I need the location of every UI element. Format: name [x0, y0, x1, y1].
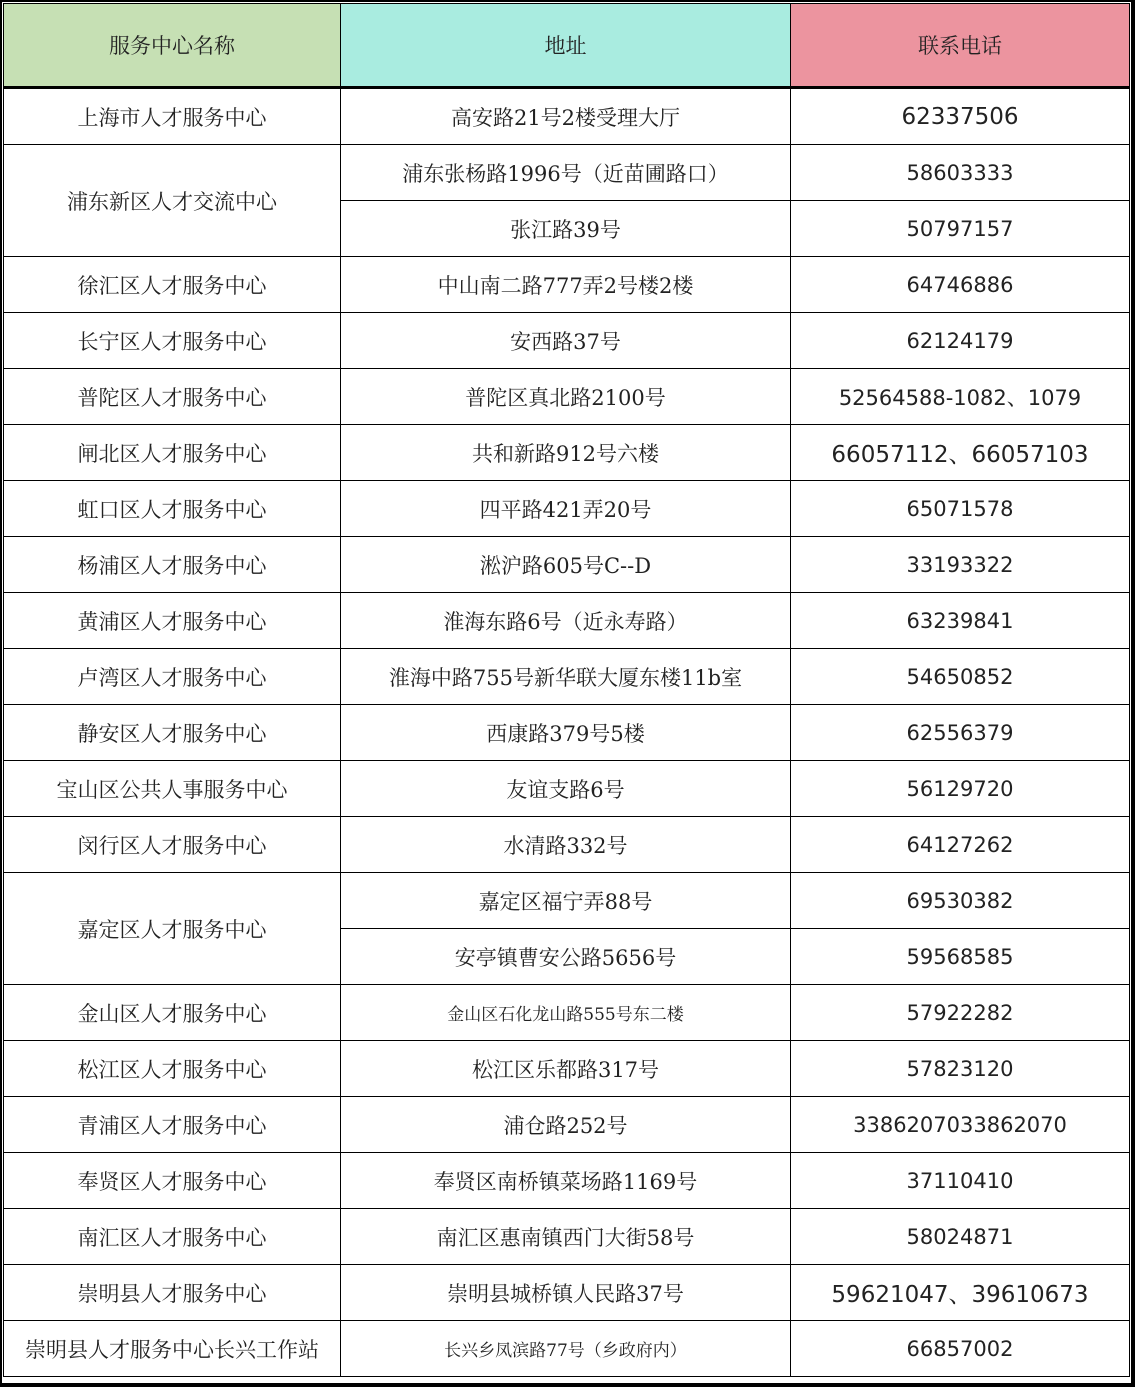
center-name: 徐汇区人才服务中心 — [4, 257, 341, 313]
center-phone: 56129720 — [791, 761, 1130, 817]
center-name: 闵行区人才服务中心 — [4, 817, 341, 873]
center-address: 奉贤区南桥镇菜场路1169号 — [341, 1153, 791, 1209]
center-name: 嘉定区人才服务中心 — [4, 873, 341, 985]
center-name: 黄浦区人才服务中心 — [4, 593, 341, 649]
table-row — [4, 593, 1130, 649]
center-phone: 62124179 — [791, 313, 1130, 369]
center-address: 友谊支路6号 — [341, 761, 791, 817]
center-name: 浦东新区人才交流中心 — [4, 145, 341, 257]
header-phone: 联系电话 — [791, 4, 1130, 88]
center-address: 南汇区惠南镇西门大街58号 — [341, 1209, 791, 1265]
center-address: 共和新路912号六楼 — [341, 425, 791, 481]
table-row — [4, 145, 1130, 201]
table-row — [4, 649, 1130, 705]
center-name: 虹口区人才服务中心 — [4, 481, 341, 537]
center-name: 青浦区人才服务中心 — [4, 1097, 341, 1153]
center-address: 金山区石化龙山路555号东二楼 — [341, 985, 791, 1041]
center-phone: 62337506 — [791, 88, 1130, 145]
center-phone: 62556379 — [791, 705, 1130, 761]
center-name: 静安区人才服务中心 — [4, 705, 341, 761]
center-phone: 58024871 — [791, 1209, 1130, 1265]
center-phone: 54650852 — [791, 649, 1130, 705]
center-address: 浦东张杨路1996号（近苗圃路口） — [341, 145, 791, 201]
center-address: 西康路379号5楼 — [341, 705, 791, 761]
center-address: 淞沪路605号C--D — [341, 537, 791, 593]
table-row — [4, 817, 1130, 873]
center-address: 嘉定区福宁弄88号 — [341, 873, 791, 929]
table-row — [4, 425, 1130, 481]
center-name: 宝山区公共人事服务中心 — [4, 761, 341, 817]
center-address: 中山南二路777弄2号楼2楼 — [341, 257, 791, 313]
table-row — [4, 537, 1130, 593]
center-name: 普陀区人才服务中心 — [4, 369, 341, 425]
center-address: 普陀区真北路2100号 — [341, 369, 791, 425]
center-phone: 50797157 — [791, 201, 1130, 257]
center-name: 杨浦区人才服务中心 — [4, 537, 341, 593]
table-row — [4, 257, 1130, 313]
center-phone: 3386207033862070 — [791, 1097, 1130, 1153]
center-address: 浦仓路252号 — [341, 1097, 791, 1153]
center-name: 卢湾区人才服务中心 — [4, 649, 341, 705]
center-phone: 57823120 — [791, 1041, 1130, 1097]
center-name: 崇明县人才服务中心长兴工作站 — [4, 1321, 341, 1377]
center-phone: 63239841 — [791, 593, 1130, 649]
center-address: 淮海东路6号（近永寿路） — [341, 593, 791, 649]
center-name: 奉贤区人才服务中心 — [4, 1153, 341, 1209]
table-row — [4, 481, 1130, 537]
center-address: 松江区乐都路317号 — [341, 1041, 791, 1097]
center-phone: 33193322 — [791, 537, 1130, 593]
center-address: 水清路332号 — [341, 817, 791, 873]
center-phone: 69530382 — [791, 873, 1130, 929]
table-row — [4, 1209, 1130, 1265]
center-phone: 59568585 — [791, 929, 1130, 985]
table-row — [4, 369, 1130, 425]
center-phone: 59621047、39610673 — [791, 1265, 1130, 1321]
center-address: 崇明县城桥镇人民路37号 — [341, 1265, 791, 1321]
table-row — [4, 985, 1130, 1041]
table-row — [4, 1153, 1130, 1209]
center-phone: 37110410 — [791, 1153, 1130, 1209]
table-row — [4, 1041, 1130, 1097]
center-address: 四平路421弄20号 — [341, 481, 791, 537]
table-row — [4, 313, 1130, 369]
center-name: 闸北区人才服务中心 — [4, 425, 341, 481]
table-row — [4, 1265, 1130, 1321]
center-phone: 65071578 — [791, 481, 1130, 537]
table-row — [4, 1321, 1130, 1377]
center-phone: 52564588-1082、1079 — [791, 369, 1130, 425]
center-name: 金山区人才服务中心 — [4, 985, 341, 1041]
header-name: 服务中心名称 — [4, 4, 341, 88]
table-row — [4, 761, 1130, 817]
center-name: 松江区人才服务中心 — [4, 1041, 341, 1097]
center-phone: 66057112、66057103 — [791, 425, 1130, 481]
center-name: 崇明县人才服务中心 — [4, 1265, 341, 1321]
table-row — [4, 1097, 1130, 1153]
center-phone: 66857002 — [791, 1321, 1130, 1377]
center-name: 南汇区人才服务中心 — [4, 1209, 341, 1265]
center-address: 安西路37号 — [341, 313, 791, 369]
center-address: 高安路21号2楼受理大厅 — [341, 88, 791, 145]
center-address: 张江路39号 — [341, 201, 791, 257]
table-row — [4, 873, 1130, 929]
table-row — [4, 705, 1130, 761]
center-phone: 57922282 — [791, 985, 1130, 1041]
center-address: 长兴乡凤滨路77号（乡政府内） — [341, 1321, 791, 1377]
center-phone: 64127262 — [791, 817, 1130, 873]
center-name: 长宁区人才服务中心 — [4, 313, 341, 369]
center-address: 安亭镇曹安公路5656号 — [341, 929, 791, 985]
center-phone: 58603333 — [791, 145, 1130, 201]
header-address: 地址 — [341, 4, 791, 88]
center-address: 淮海中路755号新华联大厦东楼11b室 — [341, 649, 791, 705]
center-phone: 64746886 — [791, 257, 1130, 313]
service-center-table — [3, 3, 1130, 1377]
center-name: 上海市人才服务中心 — [4, 88, 341, 145]
header-row — [4, 4, 1130, 88]
table-row — [4, 88, 1130, 145]
